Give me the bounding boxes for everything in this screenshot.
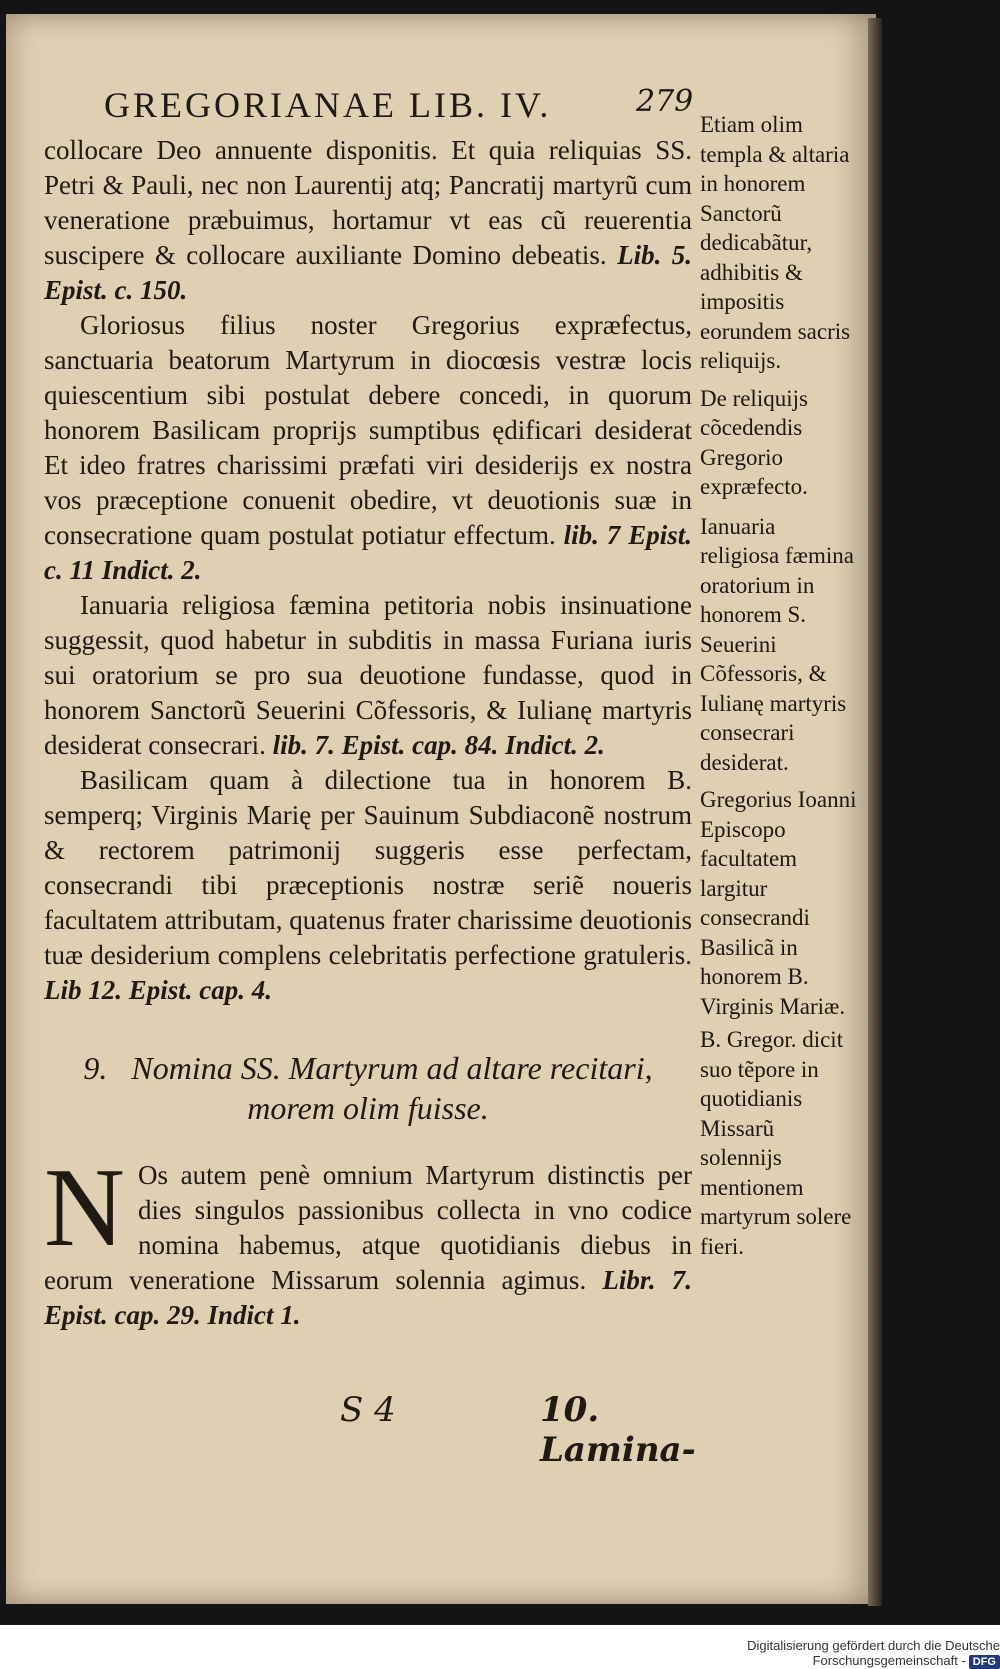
section-title: Nomina SS. Martyrum ad altare recitari, morem olim fuisse. bbox=[131, 1050, 653, 1126]
paragraph-text: Os autem penè omnium Martyrum distinctis per dies singulos passionibus collecta in vno codice nomina habemus, atque quotidianis diebus in eorum veneratione Missarum solennia agimus. bbox=[44, 1160, 692, 1295]
dfg-logo: DFG bbox=[969, 1655, 1000, 1669]
paragraph-text: Gloriosus filius noster Gregorius expræfectus, sanctuaria beatorum Martyrum in diocœsis vestræ locis quiescentium sibi postulat debere concedi, in quorum honorem Basilicam proprijs sumptibus ędificari desiderat Et ideo fratres charissimi præfati viri desiderijs ex nostra vos præceptione conuenit obedire, vt deuotionis suæ in consecratione quam postulat potiatur effectum. bbox=[44, 310, 692, 550]
paragraph-text: Basilicam quam à dilectione tua in honorem B. semperq; Virginis Marię per Sauinum Subdiaconẽ nostrum & rectorem patrimonij suggeris esse perfectam, consecrandi tibi præceptionis nostræ seriẽ noueris facultatem attributam, quatenus frater charissime deuotionis tuæ desiderium complens celebritatis perfectione gratuleris. bbox=[44, 765, 692, 970]
drop-cap-initial: N bbox=[44, 1146, 125, 1270]
margin-note: Gregorius Ioanni Episcopo facultatem largitur consecrandi Basilicã in honorem B. Virginis Mariæ. bbox=[700, 787, 857, 1019]
paragraph-5 bbox=[44, 1146, 692, 1333]
credit-text: Digitalisierung gefördert durch die Deutsche Forschungsgemeinschaft - bbox=[747, 1638, 1000, 1668]
margin-note: Etiam olim templa & altaria in honorem Sanctorũ dedicabãtur, adhibitis & impositis eorundem sacris reliquijs. bbox=[700, 112, 851, 373]
section-number: 9. bbox=[83, 1050, 108, 1086]
paragraph-3 bbox=[44, 588, 692, 763]
margin-note: De reliquijs cõcedendis Gregorio expræfecto. bbox=[700, 385, 808, 499]
citation: Libr. 7. Epist. cap. 29. Indict 1. bbox=[44, 1265, 692, 1330]
catchword: 10. Lamina- bbox=[540, 1390, 696, 1470]
paragraph-1 bbox=[44, 133, 692, 308]
running-head: GREGORIANAE LIB. IV. bbox=[104, 85, 552, 125]
section-heading bbox=[44, 1048, 692, 1128]
margin-notes bbox=[700, 110, 860, 1261]
digitization-credit bbox=[600, 1638, 1000, 1669]
margin-note: B. Gregor. dicit suo tẽpore in quotidianis Missarũ solennijs mentionem martyrum solere fieri. bbox=[700, 1027, 852, 1259]
citation: lib. 7. Epist. cap. 84. Indict. 2. bbox=[272, 730, 605, 760]
paragraph-4 bbox=[44, 763, 692, 1008]
main-text-column bbox=[44, 133, 692, 1333]
page-number: 279 bbox=[636, 84, 694, 119]
paragraph-2 bbox=[44, 308, 692, 588]
citation: Lib. 5. Epist. c. 150. bbox=[44, 240, 693, 305]
signature-mark: S 4 bbox=[340, 1390, 396, 1430]
page-edge-shadow bbox=[868, 18, 882, 1606]
paragraph-text: collocare Deo annuente disponitis. Et quia reliquias SS. Petri & Pauli, nec non Laurentij atq; Pancratij martyrũ cum veneratione præbuimus, hortamur vt eas cũ reuerentia suscipere & collocare auxiliante Domino debeatis. bbox=[44, 135, 692, 270]
citation: lib. 7 Epist. c. 11 Indict. 2. bbox=[44, 520, 692, 585]
paragraph-text: Ianuaria religiosa fæmina petitoria nobis insinuatione suggessit, quod habetur in subditis in massa Furiana iuris sui oratorium se pro sua deuotione fundasse, quod in honorem Sanctorũ Seuerini Cõfessoris, & Iulianę martyris desiderat consecrari. bbox=[44, 590, 692, 760]
margin-note: Ianuaria religiosa fæmina oratorium in honorem S. Seuerini Cõfessoris, & Iulianę martyris consecrari desiderat. bbox=[700, 513, 854, 775]
citation: Lib 12. Epist. cap. 4. bbox=[44, 975, 272, 1005]
